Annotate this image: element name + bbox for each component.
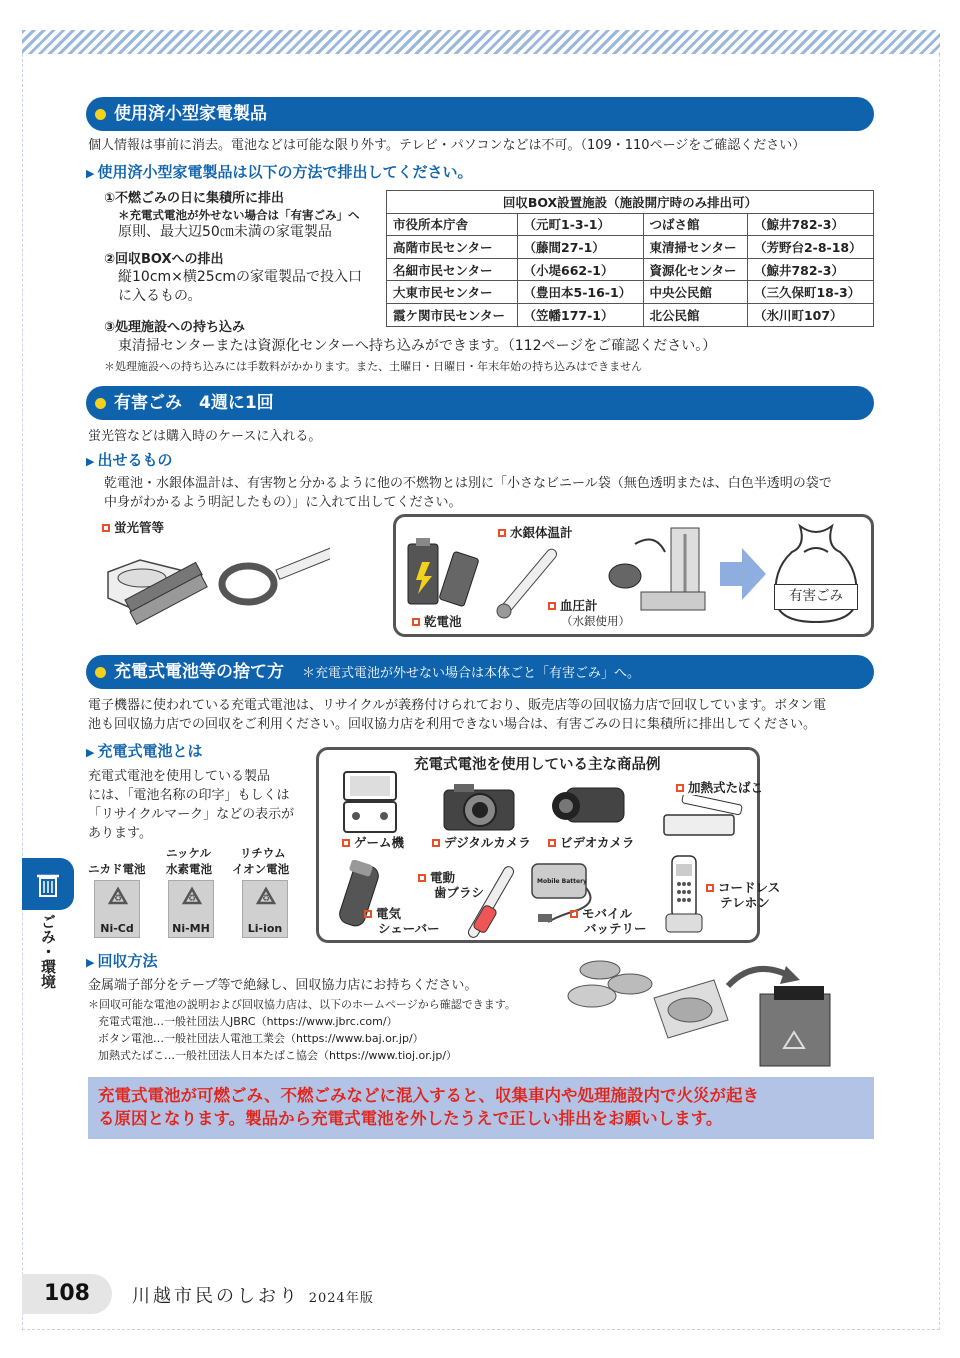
table-row: 名細市民センター （小堤662-1） 資源化センター （鯨井782-3）: [387, 258, 874, 281]
heated-tobacco-illustration: [662, 795, 748, 839]
link-line: 充電式電池…一般社団法人JBRC（https://www.jbrc.com/）: [98, 1015, 398, 1028]
link-line: ボタン電池…一般社団法人電池工業会（https://www.baj.or.jp/）: [98, 1032, 424, 1045]
label-thermometer: 水銀体温計: [498, 523, 573, 542]
square-bullet-icon: [418, 874, 426, 882]
label-shaver-1: 電気: [364, 904, 401, 923]
square-bullet-icon: [412, 618, 420, 626]
svg-text:♻: ♻: [261, 894, 271, 904]
label-phone-1: コードレス: [706, 878, 780, 897]
method2-text-2: に入るもの。: [118, 288, 202, 304]
what-is-text-line: 「リサイクルマーク」などの表示が: [88, 807, 295, 822]
section3-intro-2: 池も回収協力店での回収をご利用ください。回収協力店を利用できない場合は、有害ごみの日に集積所に排出してください。: [88, 717, 817, 732]
label-mobile-1: モバイル: [570, 904, 632, 923]
table-row: 大東市民センター （豊田本5-16-1） 中央公民館 （三久保町18-3）: [387, 281, 874, 304]
right-arrow-icon: [720, 548, 766, 600]
method1-text: 原則、最大辺50㎝未満の家電製品: [118, 224, 332, 240]
electric-toothbrush-illustration: [460, 862, 520, 942]
badge-nimh-label-1: ニッケル: [166, 846, 211, 860]
recycle-mark-nicd: ♻ Ni-Cd: [94, 880, 140, 938]
square-bullet-icon: [548, 602, 556, 610]
link-line: 加熱式たばこ…一般社団法人日本たばこ協会（https://www.tioj.or.jp/）: [98, 1049, 458, 1062]
label-mobile-2: バッテリー: [584, 921, 647, 936]
side-tab: [22, 858, 74, 910]
method3-text: 東清掃センターまたは資源化センターへ持ち込みができます。（112ページをご確認ください。）: [118, 338, 717, 354]
square-bullet-icon: [676, 784, 684, 792]
section2-intro: 蛍光管などは購入時のケースに入れる。: [88, 429, 322, 444]
label-video: ビデオカメラ: [548, 833, 634, 852]
method-head: ▶ 回収方法: [86, 952, 158, 970]
label-tobacco: 加熱式たばこ: [676, 778, 763, 797]
label-blood-pressure: 血圧計: [548, 596, 598, 615]
table-header: 回収BOX設置施設（施設開庁時のみ排出可）: [387, 191, 874, 214]
section1-subhead: ▶ 使用済小型家電製品は以下の方法で排出してください。: [86, 163, 473, 181]
table-row: 霞ケ関市民センター （笠幡177-1） 北公民館 （氷川町107）: [387, 303, 874, 326]
label-camera: デジタルカメラ: [432, 833, 531, 852]
svg-text:♻: ♻: [187, 894, 197, 904]
video-camera-illustration: [552, 782, 628, 832]
blood-pressure-meter-illustration: [605, 522, 715, 622]
what-is-text-line: あります。: [88, 826, 152, 841]
section-header-hazardous: 有害ごみ 4週に1回: [86, 386, 874, 420]
bag-label: 有害ごみ: [774, 584, 858, 610]
label-blood-pressure-note: （水銀使用）: [561, 614, 630, 628]
table-row: 市役所本庁舎 （元町1-3-1） つばさ館 （鯨井782-3）: [387, 213, 874, 236]
method3-title: ③処理施設への持ち込み: [104, 320, 246, 335]
method1-title: ①不燃ごみの日に集積所に排出: [104, 191, 285, 206]
section3-intro-1: 電子機器に使われている充電式電池は、リサイクルが義務付けられており、販売店等の回収協力店で回収しています。ボタン電: [88, 698, 827, 713]
section-header-small-appliances: 使用済小型家電製品: [86, 97, 874, 131]
recycle-mark-liion: ♻ Li-ion: [242, 880, 288, 938]
section1-intro: 個人情報は事前に消去。電池などは可能な限り外す。テレビ・パソコンなどは不可。（109・110ページをご確認ください）: [88, 138, 806, 153]
digital-camera-illustration: [442, 782, 516, 832]
badge-nimh-label-2: 水素電池: [166, 862, 212, 876]
bullet-dot-icon: [95, 109, 106, 120]
products-title: 充電式電池を使用している主な商品例: [414, 757, 661, 773]
badge-liion-label-2: イオン電池: [232, 862, 290, 876]
section2-text-1: 乾電池・水銀体温計は、有害物と分かるように他の不燃物とは別に「小さなビニール袋（無色透明または、白色半透明の袋で: [104, 476, 832, 491]
square-bullet-icon: [570, 910, 578, 918]
what-is-text-line: には、「電池名称の印字」もしくは: [88, 788, 290, 803]
square-bullet-icon: [102, 524, 110, 532]
triangle-bullet-icon: ▶: [86, 746, 95, 759]
recycle-icon: [169, 881, 215, 921]
warning-line-2: る原因となります。製品から充電式電池を外したうえで正しい排出をお願いします。: [98, 1109, 723, 1128]
triangle-bullet-icon: ▶: [86, 455, 95, 468]
method-note: ＊回収可能な電池の説明および回収協力店は、以下のホームページから確認できます。: [88, 998, 516, 1011]
what-is-text-line: 充電式電池を使用している製品: [88, 769, 271, 784]
table-row: 高階市民センター （藤間27-1） 東清掃センター （芳野台2-8-18）: [387, 236, 874, 259]
fluorescent-tube-illustration: [100, 540, 330, 632]
mobile-battery-text: Mobile Battery: [537, 878, 587, 885]
method-text: 金属端子部分をテープ等で絶縁し、回収協力店にお持ちください。: [88, 978, 478, 993]
section2-subhead: ▶ 出せるもの: [86, 451, 173, 469]
label-game: ゲーム機: [342, 833, 404, 852]
square-bullet-icon: [342, 839, 350, 847]
triangle-bullet-icon: ▶: [86, 167, 95, 180]
square-bullet-icon: [706, 884, 714, 892]
square-bullet-icon: [432, 839, 440, 847]
dry-battery-illustration: [402, 532, 502, 612]
triangle-bullet-icon: ▶: [86, 956, 95, 969]
label-shaver-2: シェーバー: [378, 921, 440, 936]
label-fluorescent: 蛍光管等: [102, 518, 164, 537]
page-number: 108: [22, 1274, 112, 1314]
method3-note: ＊処理施設への持ち込みには手数料がかかります。また、土曜日・日曜日・年末年始の持ち込みはできません: [104, 360, 643, 373]
side-tab-label: ごみ・環境: [39, 914, 57, 989]
method2-text-1: 縦10cm×横25cmの家電製品で投入口: [118, 269, 363, 285]
label-battery: 乾電池: [412, 612, 462, 631]
method2-title: ②回収BOXへの排出: [104, 252, 224, 267]
recycle-icon: [95, 881, 141, 921]
button-battery-collection-illustration: [564, 952, 834, 1070]
section2-text-2: 中身がわかるよう明記したもの）」に入れて出してください。: [104, 495, 462, 510]
method1-note: ＊充電式電池が外せない場合は「有害ごみ」へ: [118, 208, 360, 222]
game-console-illustration: [340, 770, 400, 834]
fire-warning-box: [88, 1077, 874, 1139]
badge-nicd-label: ニカド電池: [88, 862, 146, 876]
plastic-bag-icon: [770, 522, 862, 626]
warning-line-1: 充電式電池が可燃ごみ、不燃ごみなどに混入すると、収集車内や処理施設内で火災が起き: [98, 1086, 759, 1105]
bullet-dot-icon: [95, 667, 106, 678]
bullet-dot-icon: [95, 398, 106, 409]
cordless-phone-illustration: [664, 852, 704, 936]
label-phone-2: テレホン: [720, 895, 770, 910]
top-decorative-band: [22, 30, 940, 54]
section-header-rechargeable: 充電式電池等の捨て方 ＊充電式電池が外せない場合は本体ごと「有害ごみ」へ。: [86, 655, 874, 689]
svg-text:♻: ♻: [113, 894, 123, 904]
square-bullet-icon: [364, 910, 372, 918]
label-brush-1: 電動: [418, 868, 455, 887]
recycle-icon: [243, 881, 289, 921]
what-is-head: ▶ 充電式電池とは: [86, 742, 203, 760]
badge-liion-label-1: リチウム: [240, 846, 286, 860]
recycle-mark-nimh: ♻ Ni-MH: [168, 880, 214, 938]
publication-name: 川越市民のしおり 2024年版: [132, 1286, 374, 1307]
label-brush-2: 歯ブラシ: [434, 885, 485, 900]
trash-bin-icon: [22, 858, 74, 910]
collection-box-table: [386, 190, 874, 327]
square-bullet-icon: [548, 839, 556, 847]
